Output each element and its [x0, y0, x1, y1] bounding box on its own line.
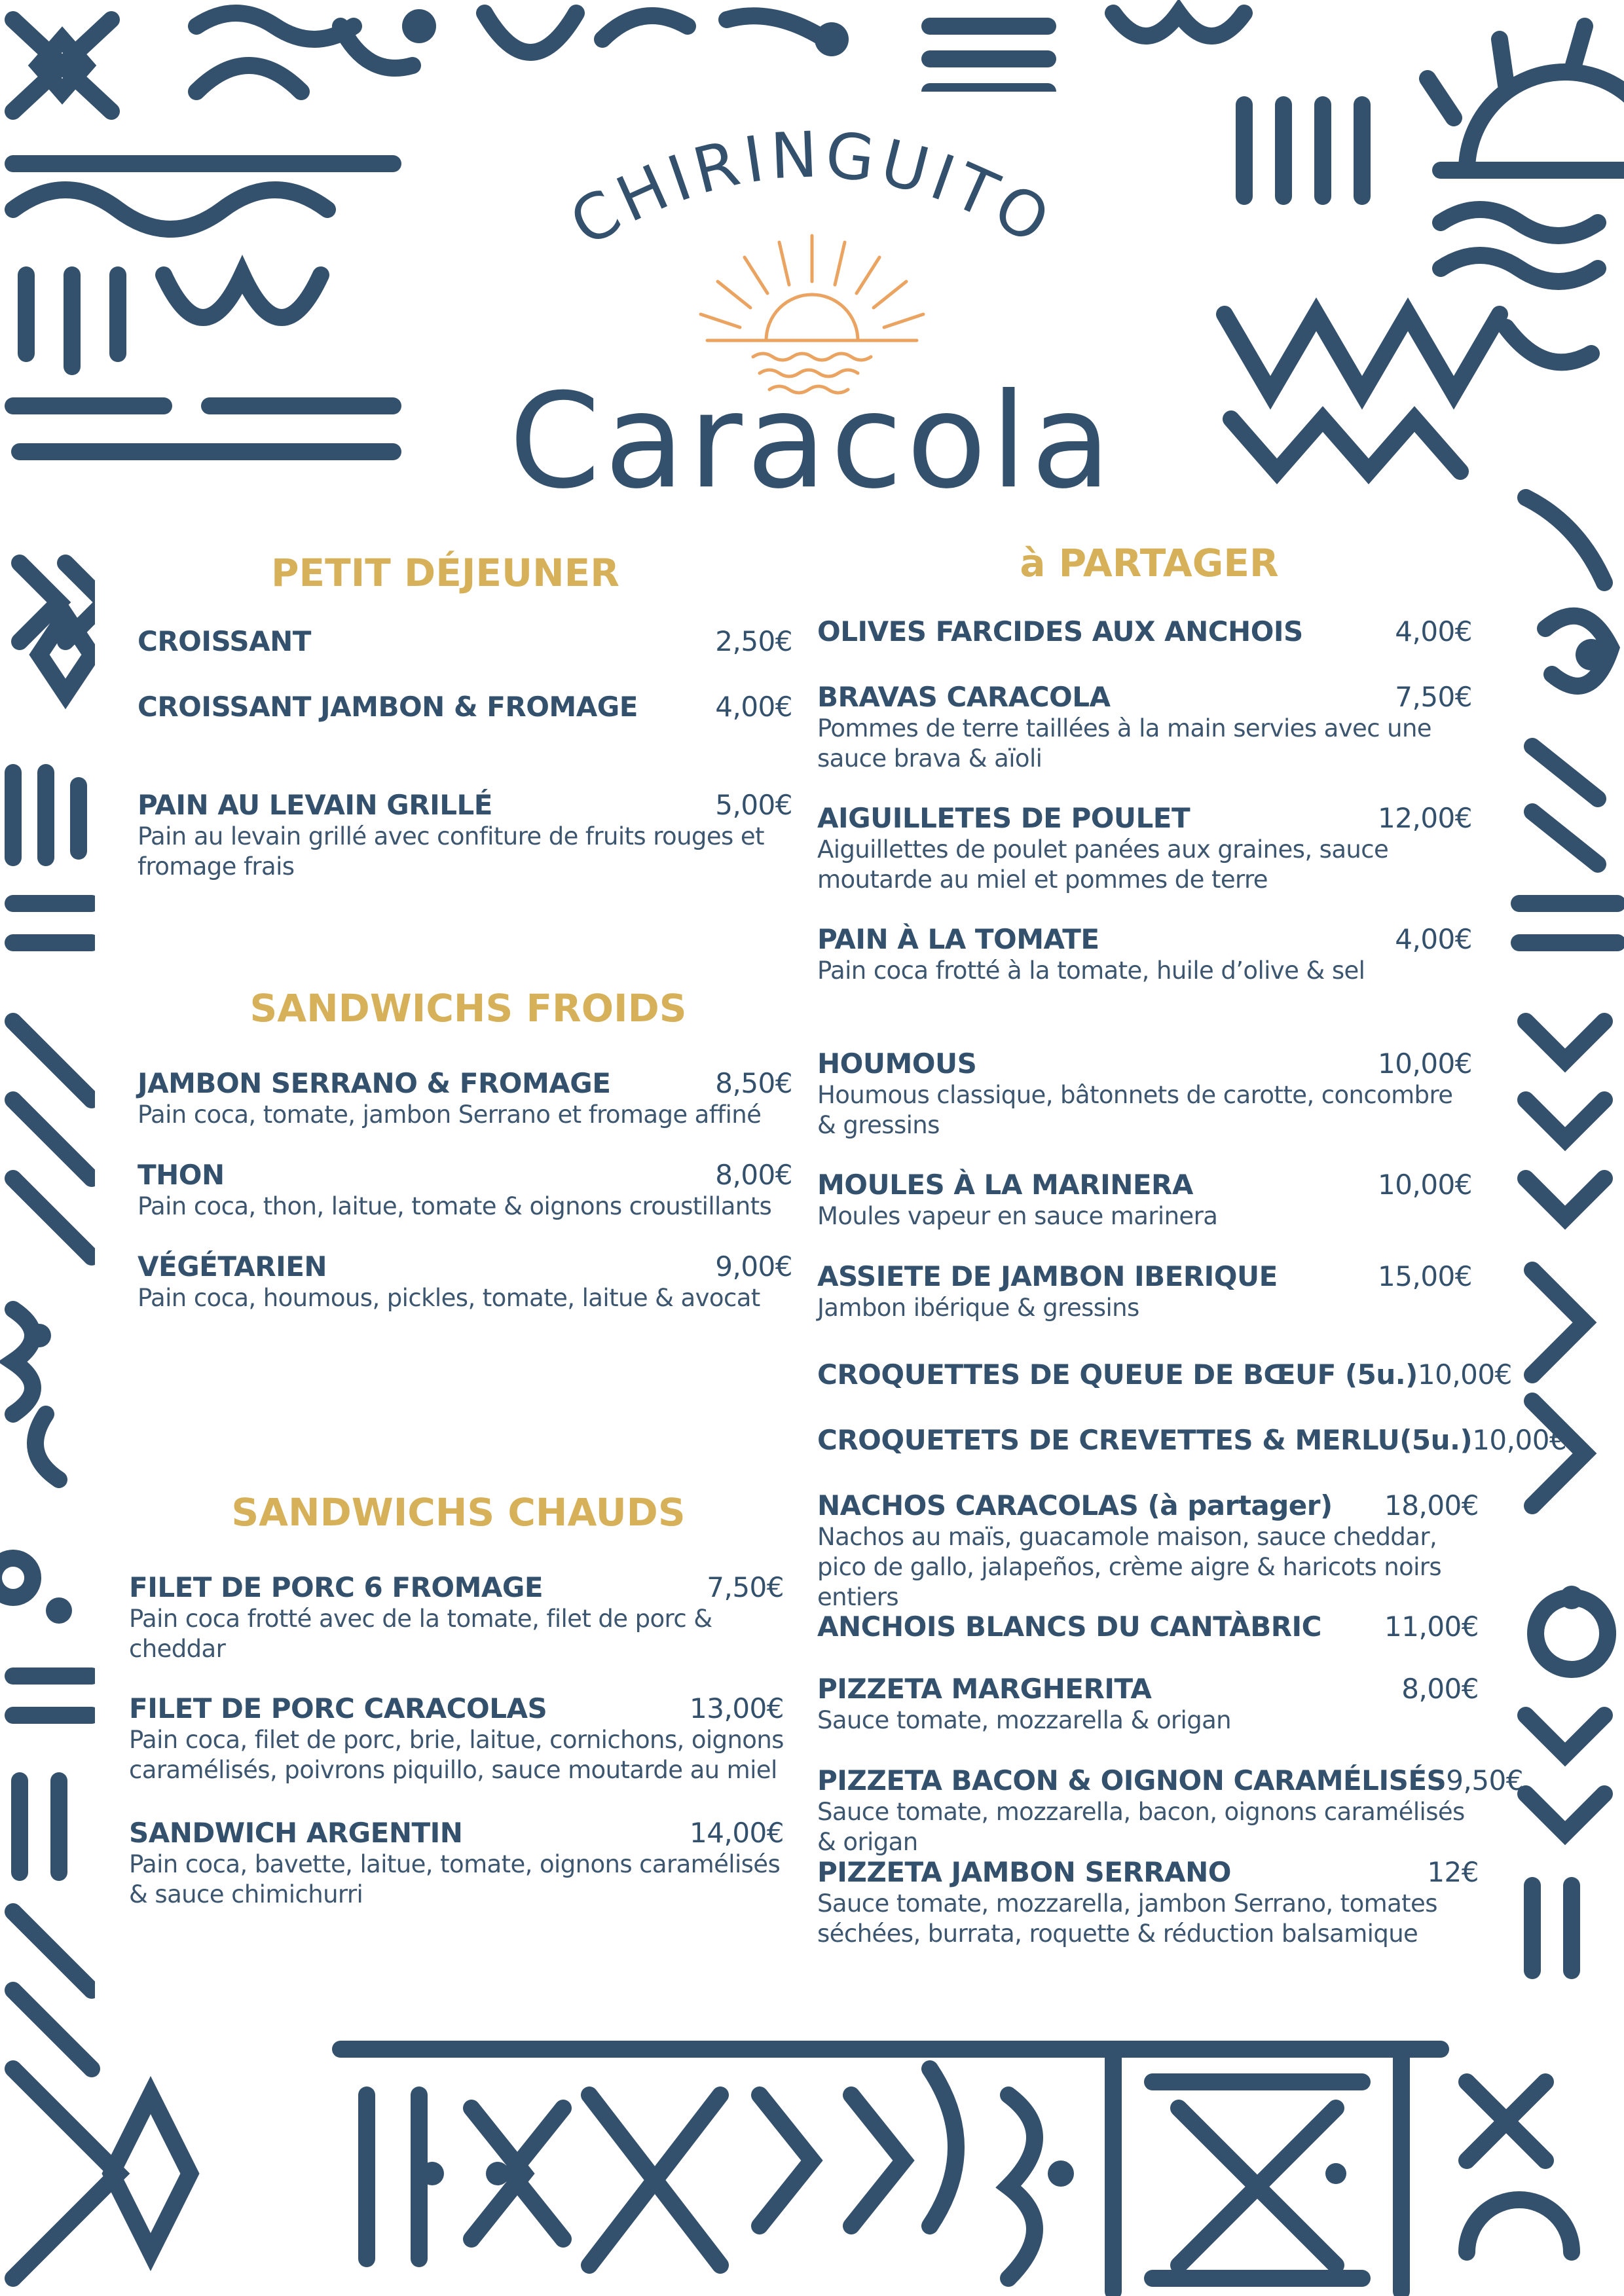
menu-item-price: 9,50€	[1446, 1764, 1524, 1796]
menu-item-name: PAIN AU LEVAIN GRILLÉ	[138, 789, 492, 821]
menu-item-price: 4,00€	[1395, 923, 1472, 955]
menu-item-name: VÉGÉTARIEN	[138, 1250, 327, 1283]
menu-item-description: Houmous classique, bâtonnets de carotte, concombre & gressins	[817, 1081, 1453, 1139]
section-title-sandwichs-chauds: SANDWICHS CHAUDS	[231, 1490, 686, 1535]
menu-item	[817, 1611, 1479, 1643]
menu-item-price: 8,00€	[1401, 1673, 1479, 1705]
menu-item-price: 9,00€	[715, 1250, 792, 1283]
menu-item-name: CROISSANT JAMBON & FROMAGE	[138, 691, 638, 723]
menu-item-name: OLIVES FARCIDES AUX ANCHOIS	[817, 615, 1303, 647]
menu-item-description: Pain coca, tomate, jambon Serrano et fromage affiné	[138, 1101, 762, 1129]
menu-item-price: 10,00€	[1472, 1424, 1567, 1456]
menu-item-price: 15,00€	[1378, 1260, 1472, 1292]
menu-item	[138, 691, 792, 723]
section-title-a-partager: à PARTAGER	[1020, 541, 1279, 585]
menu-item	[138, 1250, 792, 1313]
menu-item-name: HOUMOUS	[817, 1048, 977, 1080]
menu-item-price: 8,00€	[715, 1159, 792, 1191]
menu-item	[817, 681, 1472, 774]
menu-item-description: Nachos au maïs, guacamole maison, sauce cheddar, pico de gallo, jalapeños, crème aigre & haricots noirs entiers	[817, 1523, 1442, 1611]
menu-item-name: AIGUILLETES DE POULET	[817, 802, 1190, 834]
menu-item-price: 10,00€	[1378, 1048, 1472, 1080]
menu-item-description: Pommes de terre taillées à la main servies avec une sauce brava & aïoli	[817, 714, 1431, 773]
menu-item-description: Aiguillettes de poulet panées aux graines, sauce moutarde au miel et pommes de terre	[817, 835, 1389, 894]
menu-item-price: 2,50€	[715, 625, 792, 657]
menu-item-name: ASSIETE DE JAMBON IBERIQUE	[817, 1260, 1278, 1292]
menu-item	[138, 1159, 792, 1222]
section-title-petit-dejeuner: PETIT DÉJEUNER	[271, 551, 619, 595]
menu-item-name: PAIN À LA TOMATE	[817, 923, 1099, 955]
menu-item	[817, 1358, 1512, 1391]
menu-item	[817, 1856, 1479, 1949]
menu-item-name: BRAVAS CARACOLA	[817, 681, 1111, 713]
menu-item	[817, 802, 1472, 895]
menu-item-price: 12,00€	[1378, 802, 1472, 834]
menu-item-name: PIZZETA BACON & OIGNON CARAMÉLISÉS	[817, 1764, 1447, 1796]
menu-item	[138, 625, 792, 658]
menu-item-price: 7,50€	[1395, 681, 1472, 713]
menu-item-description: Jambon ibérique & gressins	[817, 1294, 1139, 1322]
menu-item-name: CROQUETETS DE CREVETTES & MERLU(5u.)	[817, 1424, 1473, 1456]
menu-item-price: 10,00€	[1378, 1169, 1472, 1201]
brand-header	[0, 0, 1624, 406]
menu-item-price: 10,00€	[1417, 1358, 1512, 1391]
menu-item-price: 5,00€	[715, 789, 792, 821]
menu-item-description: Pain coca frotté à la tomate, huile d’olive & sel	[817, 957, 1365, 985]
menu-item-price: 14,00€	[690, 1817, 784, 1849]
menu-item-name: FILET DE PORC CARACOLAS	[129, 1692, 547, 1724]
menu-item-name: CROISSANT	[138, 625, 311, 657]
menu-item-price: 7,50€	[707, 1571, 784, 1603]
menu-item-description: Pain au levain grillé avec confiture de fruits rouges et fromage frais	[138, 822, 764, 881]
menu-item	[817, 1169, 1472, 1231]
brand-subtitle: CHIRINGUITO	[558, 117, 1066, 261]
menu-item	[129, 1692, 784, 1785]
menu-item	[138, 789, 792, 882]
menu-item	[817, 923, 1472, 986]
menu-item	[817, 1260, 1472, 1323]
menu-item-description: Pain coca, filet de porc, brie, laitue, cornichons, oignons caramélisés, poivrons piquillo, sauce moutarde au miel	[129, 1726, 784, 1784]
menu-item	[817, 1764, 1524, 1857]
menu-item-description: Pain coca, houmous, pickles, tomate, laitue & avocat	[138, 1284, 760, 1312]
menu-item-name: MOULES À LA MARINERA	[817, 1169, 1193, 1201]
menu-item-description: Sauce tomate, mozzarella, jambon Serrano, tomates séchées, burrata, roquette & réduction balsamique	[817, 1889, 1437, 1948]
menu-item	[129, 1571, 784, 1664]
menu-item	[817, 1424, 1567, 1457]
menu-item-description: Sauce tomate, mozzarella, bacon, oignons caramélisés & origan	[817, 1798, 1465, 1856]
menu-item-name: NACHOS CARACOLAS (à partager)	[817, 1489, 1333, 1522]
section-title-sandwichs-froids: SANDWICHS FROIDS	[249, 986, 687, 1030]
menu-item-price: 13,00€	[690, 1692, 784, 1724]
brand-name: Caracola	[509, 365, 1115, 518]
menu-item-description: Pain coca frotté avec de la tomate, filet de porc & cheddar	[129, 1605, 712, 1663]
menu-item-price: 11,00€	[1384, 1611, 1479, 1643]
menu-item-price: 4,00€	[1395, 615, 1472, 647]
menu-item-name: PIZZETA MARGHERITA	[817, 1673, 1152, 1705]
menu-item-price: 18,00€	[1384, 1489, 1479, 1522]
menu-item	[817, 1048, 1472, 1140]
menu-item-name: ANCHOIS BLANCS DU CANTÀBRIC	[817, 1611, 1322, 1643]
menu-item-price: 4,00€	[715, 691, 792, 723]
menu-item-description: Pain coca, thon, laitue, tomate & oignons croustillants	[138, 1192, 772, 1220]
menu-item-name: JAMBON SERRANO & FROMAGE	[138, 1067, 611, 1099]
menu-item-description: Moules vapeur en sauce marinera	[817, 1202, 1218, 1230]
menu-item	[817, 1673, 1479, 1736]
menu-item-price: 8,50€	[715, 1067, 792, 1099]
menu-item-price: 12€	[1427, 1856, 1479, 1888]
menu-item-name: FILET DE PORC 6 FROMAGE	[129, 1571, 544, 1603]
menu-item-description: Pain coca, bavette, laitue, tomate, oignons caramélisés & sauce chimichurri	[129, 1850, 781, 1908]
menu-item-description: Sauce tomate, mozzarella & origan	[817, 1706, 1232, 1734]
menu-item-name: CROQUETTES DE QUEUE DE BŒUF (5u.)	[817, 1358, 1418, 1391]
menu-item-name: THON	[138, 1159, 225, 1191]
menu-item-name: PIZZETA JAMBON SERRANO	[817, 1856, 1231, 1888]
menu-item-name: SANDWICH ARGENTIN	[129, 1817, 463, 1849]
menu-item	[817, 1489, 1479, 1613]
menu-item	[817, 615, 1472, 648]
menu-item	[138, 1067, 792, 1130]
menu-item	[129, 1817, 784, 1910]
